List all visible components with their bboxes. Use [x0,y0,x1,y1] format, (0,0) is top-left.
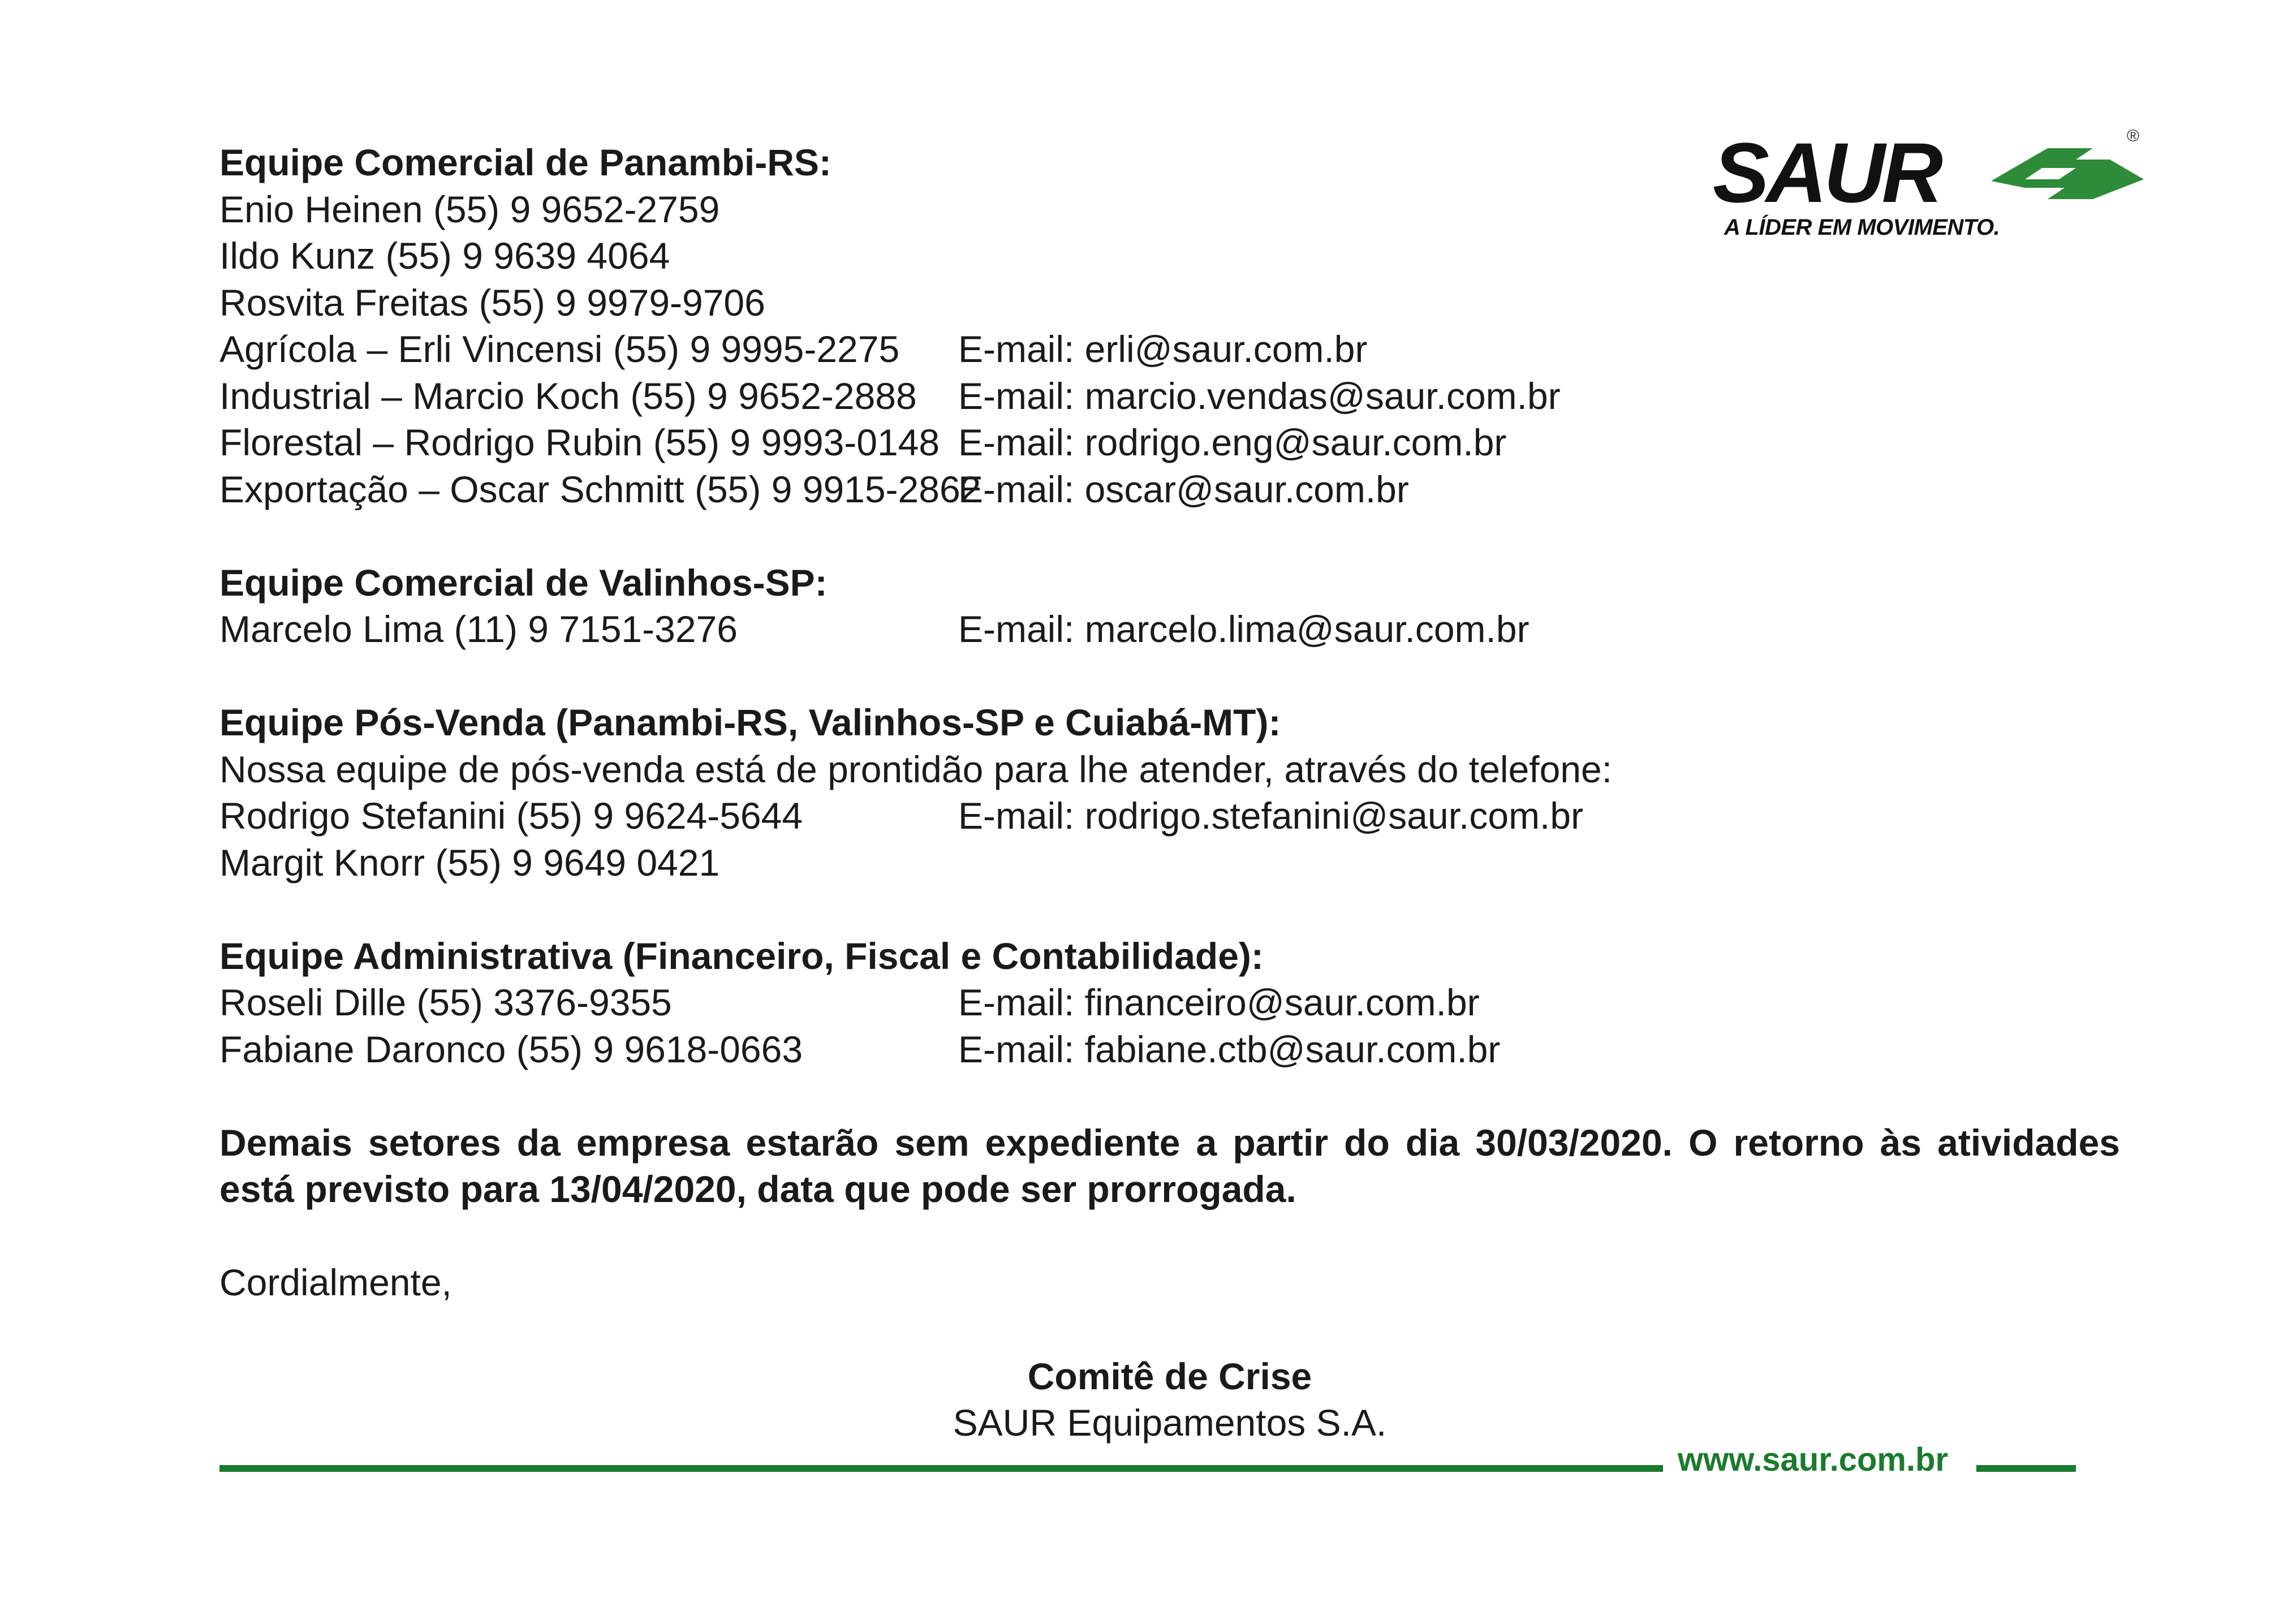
contact-row [219,279,2120,326]
section-heading: Equipe Comercial de Valinhos-SP: [219,561,828,604]
contact-row [219,466,2120,513]
footer-website-link[interactable]: www.saur.com.br [1678,1441,1949,1478]
contact-name-phone: Fabiane Daronco (55) 9 9618-0663 [219,1028,803,1070]
closure-notice: Demais setores da empresa estarão sem expediente a partir do dia 30/03/2020. O retorno às atividades está previsto para 13/04/2020, data que pode ser prorrogada. [219,1121,2120,1210]
logo-tagline: A LÍDER EM MOVIMENTO. [1724,215,2000,240]
section-posvenda [219,699,2120,886]
contact-email: E-mail: rodrigo.eng@saur.com.br [958,421,1507,463]
contact-row [219,419,2120,466]
footer-rule-right [1976,1465,2076,1472]
contact-email: E-mail: marcelo.lima@saur.com.br [958,608,1529,650]
contact-name-phone: Florestal – Rodrigo Rubin (55) 9 9993-0148 [219,421,940,463]
contact-name-phone: Agrícola – Erli Vincensi (55) 9 9995-2275 [219,328,900,370]
contact-row [219,606,2120,653]
spacer [219,1072,2120,1119]
contact-row [219,326,2120,373]
contact-email: E-mail: erli@saur.com.br [958,328,1368,370]
contact-row [219,232,2120,279]
contact-name-phone: Marcelo Lima (11) 9 7151-3276 [219,608,738,650]
registered-mark: ® [2127,127,2140,145]
contact-email: E-mail: oscar@saur.com.br [958,468,1409,510]
logo-wordmark: SAUR [1713,125,1940,220]
section-panambi [219,139,2120,512]
contact-row [219,792,2120,839]
letter-body [219,139,2120,1306]
signature-title: Comitê de Crise [1027,1355,1312,1397]
spacer [219,512,2120,559]
contact-row [219,373,2120,420]
section-heading: Equipe Comercial de Panambi-RS: [219,141,831,183]
footer-rule-left [219,1465,1663,1472]
closing-salutation: Cordialmente, [219,1261,452,1303]
contact-row [219,186,2120,233]
spacer [219,1213,2120,1260]
contact-name-phone: Exportação – Oscar Schmitt (55) 9 9915-2862 [219,468,981,510]
contact-email: E-mail: financeiro@saur.com.br [958,981,1480,1023]
signature-company: SAUR Equipamentos S.A. [953,1402,1387,1444]
contact-name-phone: Margit Knorr (55) 9 9649 0421 [219,841,720,884]
contact-row [219,979,2120,1026]
contact-name-phone: Industrial – Marcio Koch (55) 9 9652-2888 [219,374,917,417]
section-intro: Nossa equipe de pós-venda está de prontidão para lhe atender, através do telefone: [219,748,1613,790]
contact-row [219,839,2120,886]
section-heading: Equipe Administrativa (Financeiro, Fiscal e Contabilidade): [219,934,1264,977]
contact-name-phone: Rosvita Freitas (55) 9 9979-9706 [219,281,765,324]
contact-name-phone: Enio Heinen (55) 9 9652-2759 [219,188,720,230]
spacer [219,886,2120,933]
contact-name-phone: Roseli Dille (55) 3376-9355 [219,981,672,1023]
section-valinhos [219,559,2120,653]
contact-email: E-mail: marcio.vendas@saur.com.br [958,374,1561,417]
contact-name-phone: Rodrigo Stefanini (55) 9 9624-5644 [219,795,803,837]
section-admin [219,933,2120,1073]
contact-email: E-mail: fabiane.ctb@saur.com.br [958,1028,1501,1070]
contact-email: E-mail: rodrigo.stefanini@saur.com.br [958,795,1584,837]
section-heading: Equipe Pós-Venda (Panambi-RS, Valinhos-SP e Cuiabá-MT): [219,701,1281,743]
contact-name-phone: Ildo Kunz (55) 9 9639 4064 [219,235,670,277]
contact-row [219,1026,2120,1073]
spacer [219,653,2120,700]
